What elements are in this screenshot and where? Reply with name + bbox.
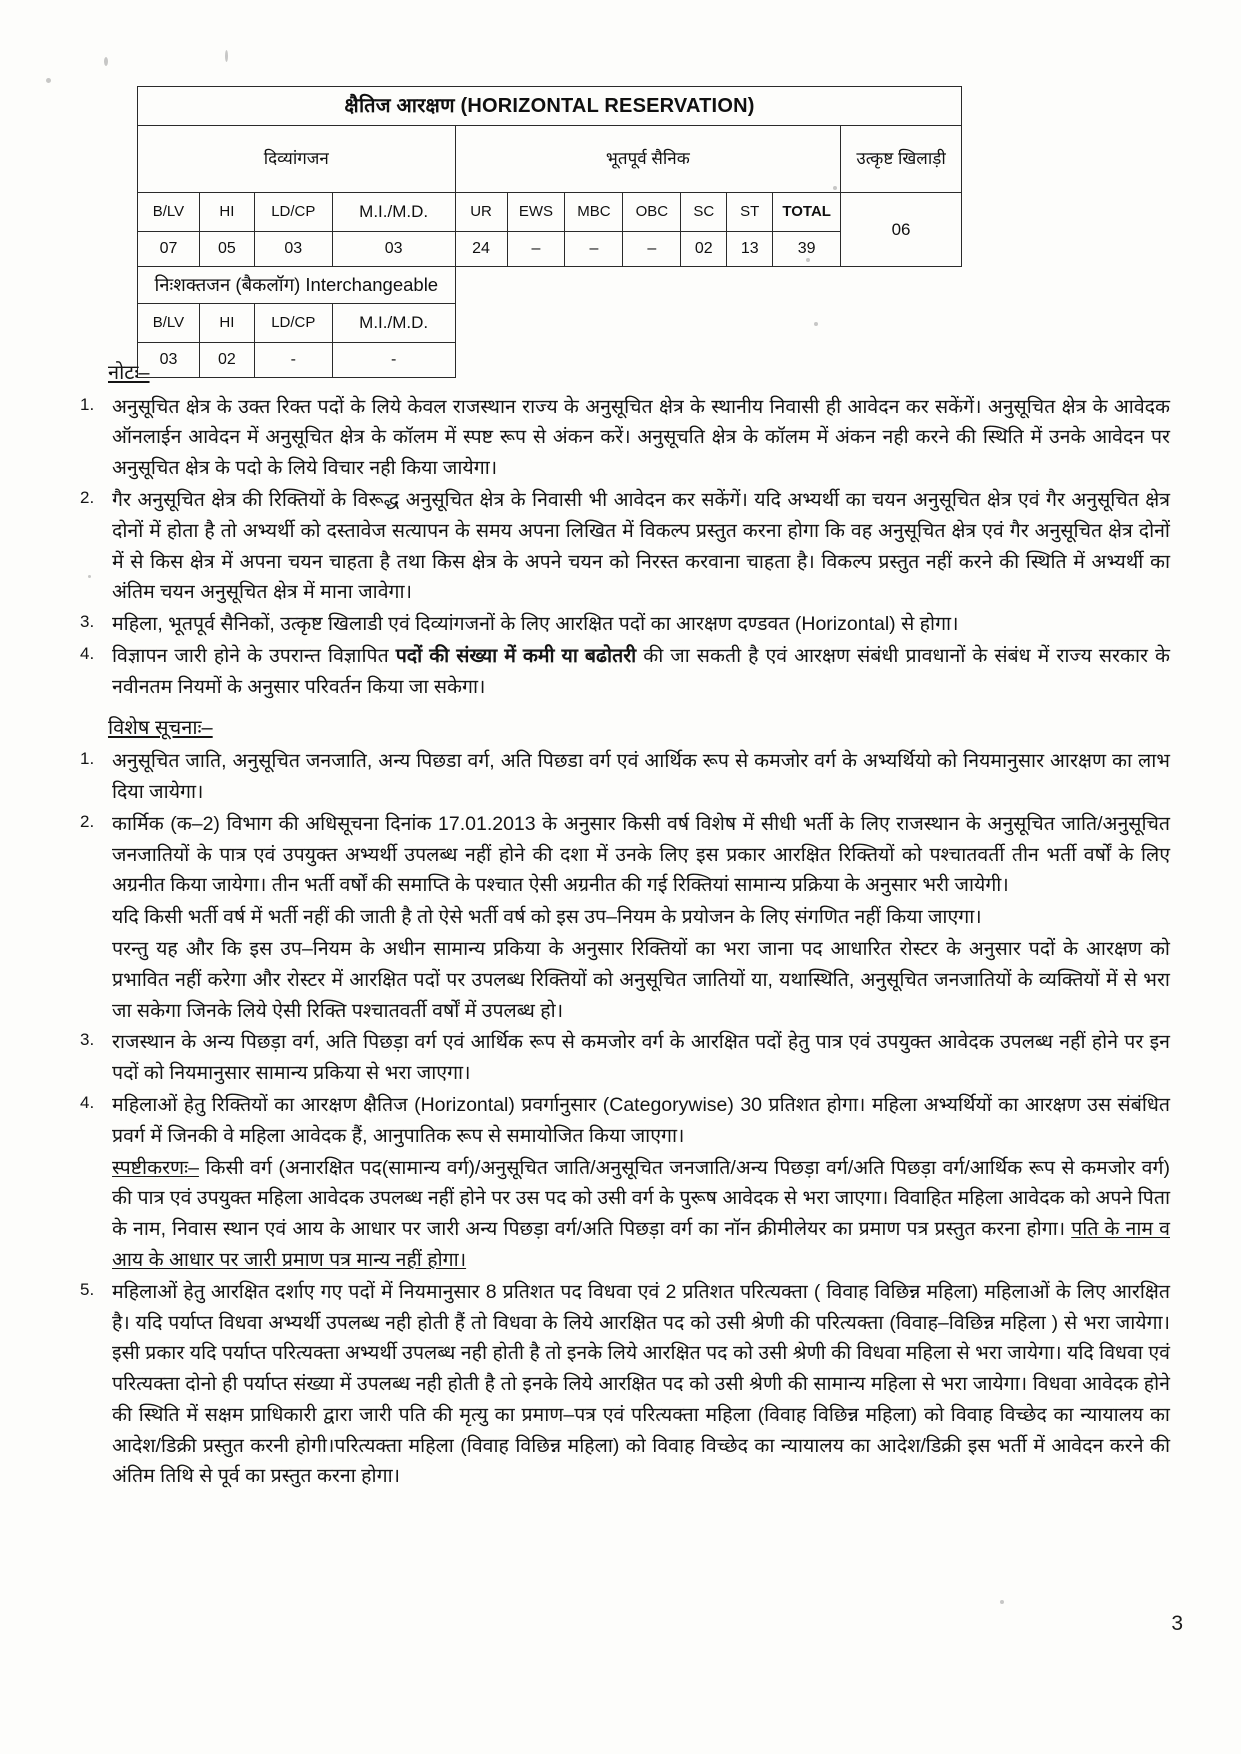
- note-text-part: की जा सकती है एवं आरक्षण संबंधी प्रावधानों के संबंध में राज्य सरकार के नवीनतम नियमों के अनुसार परिवर्तन किया जा सकेगा।: [112, 644, 1170, 698]
- scan-speck: [46, 78, 51, 83]
- value-ur: 24: [455, 232, 507, 267]
- header-ur: UR: [455, 193, 507, 232]
- header-st: ST: [727, 193, 773, 232]
- special-subtext: यदि किसी भर्ती वर्ष में भर्ती नहीं की जाती है तो ऐसे भर्ती वर्ष को इस उप–नियम के प्रयोजन के लिए संगणित नहीं किया जाएगा।: [112, 906, 982, 929]
- special-text: महिलाओं हेतु रिक्तियों का आरक्षण क्षैतिज (Horizontal) प्रवर्गानुसार (Categorywise) 30 प्रतिशत होगा। महिला अभ्यर्थियों का आरक्षण उस संबंधित प्रवर्ग में जिनकी वे महिला आवेदक हैं, आनुपातिक रूप से समायोजित किया जाएगा।: [112, 1093, 1170, 1147]
- value-ldcp: 03: [254, 232, 332, 267]
- clarification-text: किसी वर्ग (अनारक्षित पद(सामान्य वर्ग)/अनुसूचित जाति/अनुसूचित जनजाति/अन्य पिछड़ा वर्ग/अति पिछड़ा वर्ग/आर्थिक रूप से कमजोर वर्ग) की पात्र एवं उपयुक्त महिला आवेदक उपलब्ध नहीं होने पर उस पद को उसी वर्ग के पुरूष आवेदक से भरा जाएगा। विवाहित महिला आवेदक को अपने पिता के नाम, निवास स्थान एवं आय के आधार पर जारी अन्य पिछड़ा वर्ग/अति पिछड़ा वर्ग का नॉन क्रीमीलेयर का प्रमाण पत्र प्रस्तुत करना होगा।: [112, 1156, 1170, 1241]
- special-text: अनुसूचित जाति, अनुसूचित जनजाति, अन्य पिछडा वर्ग, अति पिछडा वर्ग एवं आर्थिक रूप से कमजोर वर्ग के अभ्यर्थियो को नियमानुसार आरक्षण का लाभ दिया जायेगा।: [112, 750, 1170, 803]
- value-mimd: 03: [332, 232, 455, 267]
- table-title-row: [138, 87, 962, 126]
- header-obc: OBC: [623, 193, 681, 232]
- special-number: 4.: [80, 1092, 95, 1112]
- note-item: [70, 609, 1170, 640]
- value-obc: –: [623, 232, 681, 267]
- note-text-part: विज्ञापन जारी होने के उपरान्त विज्ञापित: [112, 644, 396, 667]
- table-value-row: [138, 232, 962, 267]
- special-number: 5.: [80, 1279, 95, 1299]
- header-hi: HI: [199, 193, 254, 232]
- header-ldcp: LD/CP: [254, 193, 332, 232]
- value-total: 39: [773, 232, 841, 267]
- scan-speck: [1000, 1600, 1004, 1604]
- table-title: क्षैतिज आरक्षण (HORIZONTAL RESERVATION): [138, 87, 962, 126]
- scan-speck: [104, 57, 108, 66]
- spacer-cell: [455, 267, 961, 304]
- special-item: [70, 1027, 1170, 1089]
- note-text-emphasis: पदों की संख्या में कमी या बढोतरी: [395, 644, 637, 667]
- special-number: 2.: [80, 811, 95, 831]
- page-number: 3: [1171, 1612, 1183, 1635]
- value-mbc: –: [565, 232, 623, 267]
- note-number: 4.: [80, 643, 95, 663]
- backlog-title: निःशक्तजन (बैकलॉग) Interchangeable: [138, 267, 456, 304]
- note-text: गैर अनुसूचित क्षेत्र की रिक्तियों के विरूद्ध अनुसूचित क्षेत्र के निवासी भी आवेदन कर सकेंगें। यदि अभ्यर्थी का चयन अनुसूचित क्षेत्र एवं गैर अनुसूचित क्षेत्र दोनों में होता है तो अभ्यर्थी को दस्तावेज सत्यापन के समय अपना लिखित में विकल्प प्रस्तुत करना होगा कि वह अनुसूचित क्षेत्र एवं गैर अनुसूचित क्षेत्र दोनों में से किस क्षेत्र में अपना चयन चाहता है तथा किस क्षेत्र के अपने चयन को निरस्त करवाना चाहता है। विकल्प प्रस्तुत नहीं करने की स्थिति में अभ्यर्थी का अंतिम चयन अनुसूचित क्षेत्र में माना जावेगा।: [112, 488, 1170, 604]
- backlog-header-ldcp: LD/CP: [254, 304, 332, 343]
- note-number: 3.: [80, 612, 95, 632]
- special-text: राजस्थान के अन्य पिछड़ा वर्ग, अति पिछड़ा वर्ग एवं आर्थिक रूप से कमजोर वर्ग के आरक्षित पदों हेतु पात्र एवं उपयुक्त आवेदक उपलब्ध नहीं होने पर इन पदों को नियमानुसार सामान्य प्रकिया से भरा जाएगा।: [112, 1031, 1170, 1085]
- header-mimd: M.I./M.D.: [332, 193, 455, 232]
- special-item: [70, 746, 1170, 808]
- backlog-header-blv: B/LV: [138, 304, 200, 343]
- backlog-header-mimd: M.I./M.D.: [332, 304, 455, 343]
- note-text: [112, 641, 1170, 703]
- spacer-cell: [455, 304, 961, 343]
- clarification-block: [112, 1153, 1170, 1276]
- horizontal-reservation-table: [137, 86, 962, 378]
- note-number: 1.: [80, 394, 95, 414]
- backlog-value-ldcp: -: [254, 343, 332, 378]
- backlog-value-mimd: -: [332, 343, 455, 378]
- note-item: [70, 392, 1170, 484]
- special-item: [70, 809, 1170, 1027]
- clarification-label: स्पष्टीकरणः–: [112, 1156, 199, 1179]
- value-ews: –: [507, 232, 565, 267]
- header-blv: B/LV: [138, 193, 200, 232]
- note-item: [70, 641, 1170, 703]
- special-number: 1.: [80, 749, 95, 769]
- note-item: [70, 485, 1170, 608]
- special-number: 3.: [80, 1030, 95, 1050]
- backlog-title-row: [138, 267, 962, 304]
- notes-list: [70, 392, 1170, 703]
- value-outstanding-player: 06: [841, 193, 962, 267]
- special-text: कार्मिक (क–2) विभाग की अधिसूचना दिनांक 17.01.2013 के अनुसार किसी वर्ष विशेष में सीधी भर्ती के लिए राजस्थान के अनुसूचित जाति/अनुसूचित जनजातियों के पात्र एवं उपयुक्त अभ्यर्थी उपलब्ध नहीं होने की दशा में उनके लिए इस प्रकार आरक्षित रिक्तियों को पश्चातवर्ती तीन भर्ती वर्षों के लिए अग्रनीत किया जायेगा। तीन भर्ती वर्षों की समाप्ति के पश्चात ऐसी अग्रनीत की गई रिक्तियां सामान्य प्रक्रिया के अनुसार भरी जायेगी।: [112, 812, 1170, 897]
- header-sc: SC: [681, 193, 727, 232]
- special-notes-list: [70, 746, 1170, 1492]
- special-heading: विशेष सूचनाः–: [108, 716, 213, 739]
- scan-speck: [225, 50, 228, 62]
- header-mbc: MBC: [565, 193, 623, 232]
- backlog-header-row: [138, 304, 962, 343]
- group-divyangjan: दिव्यांगजन: [138, 126, 456, 193]
- backlog-value-hi: 02: [199, 343, 254, 378]
- value-sc: 02: [681, 232, 727, 267]
- group-outstanding-player: उत्कृष्ट खिलाड़ी: [841, 126, 962, 193]
- table-header-row: [138, 193, 962, 232]
- value-blv: 07: [138, 232, 200, 267]
- note-text: महिला, भूतपूर्व सैनिकों, उत्कृष्ट खिलाडी एवं दिव्यांगजनों के लिए आरक्षित पदों का आरक्षण दण्डवत (Horizontal) से होगा।: [112, 613, 959, 636]
- table-group-row: [138, 126, 962, 193]
- special-item: [70, 1277, 1170, 1493]
- note-number: 2.: [80, 487, 95, 507]
- document-body: [70, 352, 1170, 1493]
- backlog-value-blv: 03: [138, 343, 200, 378]
- clarification-underlined: पति के नाम व आय के आधार पर जारी प्रमाण पत्र मान्य नहीं होगा।: [112, 1218, 1170, 1271]
- reservation-table: [137, 86, 962, 378]
- backlog-header-hi: HI: [199, 304, 254, 343]
- value-st: 13: [727, 232, 773, 267]
- header-ews: EWS: [507, 193, 565, 232]
- value-hi: 05: [199, 232, 254, 267]
- header-total: TOTAL: [773, 193, 841, 232]
- special-notice-section: [70, 713, 1170, 1493]
- note-text: अनुसूचित क्षेत्र के उक्त रिक्त पदों के लिये केवल राजस्थान राज्य के अनुसूचित क्षेत्र के स्थानीय निवासी ही आवेदन कर सकेंगें। अनुसूचित क्षेत्र के आवेदक ऑनलाईन आवेदन में अनुसूचित क्षेत्र के कॉलम में स्पष्ट रूप से अंकन करें। अनुसूचति क्षेत्र के कॉलम में अंकन नही करने की स्थिति में उनके आवेदन पर अनुसूचित क्षेत्र के पदो के लिये विचार नही किया जायेगा।: [112, 395, 1170, 480]
- special-item: [70, 1090, 1170, 1276]
- special-subtext: परन्तु यह और कि इस उप–नियम के अधीन सामान्य प्रकिया के अनुसार रिक्तियों का भरा जाना पद आधारित रोस्टर के अनुसार पदों के आरक्षण को प्रभावित नहीं करेगा और रोस्टर में आरक्षित पदों पर उपलब्ध रिक्तियों को अनुसूचित जातियों या, यथास्थिति, अनुसूचित जनजातियों के व्यक्तियों में से भरा जा सकेगा जिनके लिये ऐसी रिक्ति पश्चातवर्ती वर्षों में उपलब्ध हो।: [112, 937, 1170, 1022]
- special-text: महिलाओं हेतु आरक्षित दर्शाए गए पदों में नियमानुसार 8 प्रतिशत पद विधवा एवं 2 प्रतिशत परित्यक्ता ( विवाह विछिन्न महिला) महिलाओं के लिए आरक्षित है। यदि पर्याप्त विधवा अभ्यर्थी उपलब्ध नही होती हैं तो विधवा के लिये आरक्षित पद को उसी श्रेणी की परित्यक्ता (विवाह–विछिन्न महिला ) से भरा जायेगा। इसी प्रकार यदि पर्याप्त परित्यक्ता अभ्यर्थी उपलब्ध नही होती है तो इनके लिये आरक्षित पद को उसी श्रेणी की विधवा महिला से भरा जायेगा। यदि विधवा एवं परित्यक्ता दोनो ही पर्याप्त संख्या में उपलब्ध नही होती है तो इनके लिये आरक्षित पद को उसी श्रेणी की सामान्य महिला से भरा जायेगा। विधवा आवेदक होने की स्थिति में सक्षम प्राधिकारी द्वारा जारी पति की मृत्यु का प्रमाण–पत्र एवं परित्यक्ता महिला (विवाह विछिन्न महिला) को विवाह विच्छेद का न्यायालय का आदेश/डिक्री प्रस्तुत करनी होगी।परित्यक्ता महिला (विवाह विछिन्न महिला) को विवाह विच्छेद का न्यायालय का आदेश/डिक्री इस भर्ती में आवेदन करने की अंतिम तिथि से पूर्व का प्रस्तुत करना होगा।: [112, 1280, 1170, 1488]
- note-heading: नोटः–: [108, 362, 150, 384]
- group-ex-serviceman: भूतपूर्व सैनिक: [455, 126, 841, 193]
